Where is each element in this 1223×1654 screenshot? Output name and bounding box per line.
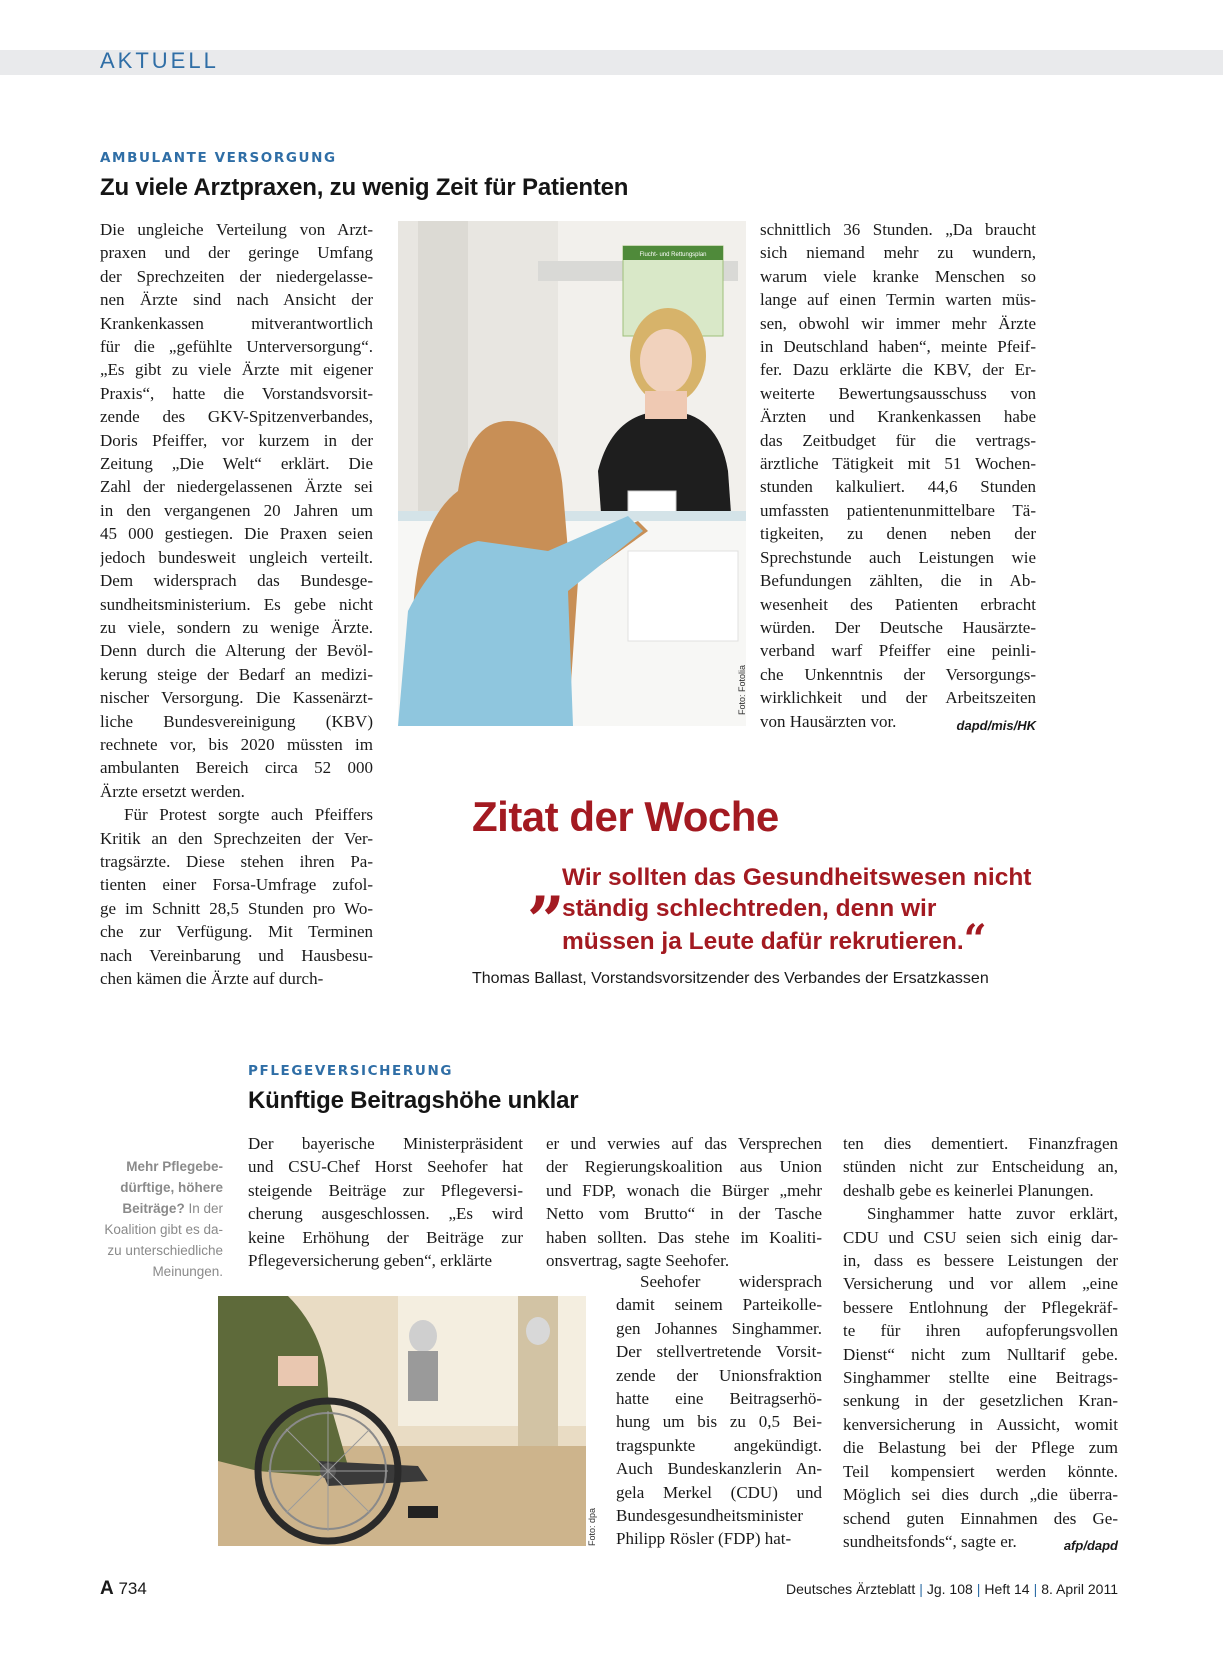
article2-photo-credit: Foto: dpa [587,1507,597,1546]
text-line: der Sprechzeiten der niedergelasse- [100,266,373,286]
text-line: onsvertrag, sagte Seehofer. [546,1251,730,1271]
text-line: Dem widersprach das Bundesge- [100,571,373,591]
text-line: tragspunkte angekündigt. [616,1435,822,1455]
text-line: in Deutschland haben“, meinte Pfeif- [760,337,1036,357]
text-line: haben sollten. Das stehe im Koaliti- [546,1227,822,1247]
quote-line-1: Wir sollten das Gesundheitswesen nicht [562,864,1032,891]
caption-text-2: Koalition gibt es da- [104,1222,223,1237]
caption-bold-1: Mehr Pflegebe- [126,1159,223,1174]
quote-line-2: ständig schlechtreden, denn wir [562,895,937,922]
text-line: nischer Versorgung. Die Kassenärzt- [100,688,373,708]
text-line: che Unkenntnis der Versorgungs- [760,664,1036,684]
quote-title: Zitat der Woche [472,793,779,840]
text-line: steigende Beiträge zur Pflegeversi- [248,1180,523,1200]
caption-text-4: Meinungen. [152,1264,223,1279]
article2-column-2-bottom [616,1270,822,1551]
section-label: AKTUELL [100,48,219,73]
article2-photo-caption [96,1156,223,1282]
text-line: jedoch bundesweit ungleich verteilt. [100,547,373,567]
article-credit: dapd/mis/HK [956,717,1036,733]
text-line: in, dass es bessere Leistungen der [843,1251,1118,1271]
article1-kicker: AMBULANTE VERSORGUNG [100,150,337,166]
text-line: Möglich sei dies durch „die überra- [843,1485,1118,1505]
caption-text-3: zu unterschiedliche [107,1243,223,1258]
text-line: die Belastung bei der Pflege zum [843,1438,1118,1458]
article1-column-1 [100,218,373,990]
text-line: hatte eine Beitragserhö- [616,1389,822,1409]
text-line: zende der Unionsfraktion [616,1365,822,1385]
article-credit: afp/dapd [1063,1537,1118,1553]
text-line: Ärzte ersetzt werden. [100,781,245,801]
quote-line-3-text: müssen ja Leute dafür rekrutieren. [562,928,964,955]
text-line: tienten einer Forsa-Umfrage zufol- [100,875,373,895]
text-line: Bundesgesundheitsminister [616,1506,803,1526]
text-line: tragsärzte. Diese stehen ihren Pa- [100,851,373,871]
caption-bold-3: Beiträge? [122,1201,185,1216]
text-line: stunden kalkuliert. 44,6 Stunden [760,477,1036,497]
text-line: Befundungen zählten, die in Ab- [760,571,1036,591]
article2-headline: Künftige Beitragshöhe unklar [248,1087,579,1114]
caption-bold-2: dürftige, höhere [120,1180,223,1195]
text-line: in den vergangenen 20 Jahren um [100,500,373,520]
text-line: sundheitsfonds“, sagte er. afp/dapd [843,1530,1118,1553]
article2-column-1 [248,1132,523,1272]
text-line: Philipp Rösler (FDP) hat- [616,1529,792,1549]
text-line: Sprechstunde auch Leistungen wie [760,547,1036,567]
page-number: 734 [118,1579,147,1598]
text-line: Auch Bundeskanzlerin An- [616,1459,822,1479]
text-line: Zeitung „Die Welt“ erklärt. Die [100,454,373,474]
text-line: fer. Dazu erklärte die KBV, der Er- [760,360,1036,380]
text-line: Der stellvertretende Vorsit- [616,1342,822,1362]
article2-column-3 [843,1132,1118,1557]
text-line: che zur Verfügung. Mit Terminen [100,922,373,942]
journal-issue: Heft 14 [984,1581,1030,1597]
text-line: deshalb gebe es keinerlei Planungen. [843,1180,1094,1200]
text-line: Krankenkassen mitverantwortlich [100,313,373,333]
text-line: wesenheit des Patienten erbracht [760,594,1036,614]
text-line: praxen und der geringe Umfang [100,243,373,263]
text-line: ge im Schnitt 28,5 Stunden pro Wo- [100,898,373,918]
footer-journal-info: Deutsches Ärzteblatt | Jg. 108 | Heft 14 | 8. April 2011 [786,1581,1118,1597]
text-line: zende des GKV-Spitzenverbandes, [100,407,373,427]
text-line: wirklichkeit und der Arbeitszeiten [760,688,1036,708]
article2-column-2-top [546,1132,822,1272]
journal-volume: Jg. 108 [926,1581,973,1597]
text-line: weiterte Bewertungsausschuss von [760,383,1036,403]
text-line: Für Protest sorgte auch Pfeiffers [124,805,373,825]
text-line: Zahl der niedergelassenen Ärzte sei [100,477,373,497]
text-line: Versicherung und vor allem „eine [843,1274,1118,1294]
text-line: zu viele, sondern zu wenige Ärzte. [100,617,373,637]
text-line: Praxis“, hatte die Vorstandsvorsit- [100,383,373,403]
text-line: te für ihren aufopferungsvollen [843,1321,1118,1341]
article2-kicker: PFLEGEVERSICHERUNG [248,1063,454,1079]
text-line: Doris Pfeiffer, vor kurzem in der [100,430,373,450]
text-line: schend guten Einnahmen des Ge- [843,1508,1118,1528]
page-prefix: A [100,1578,114,1599]
text-line: sen, obwohl wir immer mehr Ärzte [760,313,1036,333]
reception-photo-illustration [398,221,746,726]
text-line: kenversicherung in Aussicht, womit [843,1414,1118,1434]
text-line: senkung in der gesetzlichen Kran- [843,1391,1118,1411]
text-line: cherung ausgeschlossen. „Es wird [248,1204,523,1224]
text-line: und CSU-Chef Horst Seehofer hat [248,1157,523,1177]
text-line: Die ungleiche Verteilung von Arzt- [100,220,373,239]
text-line: CDU und CSU seien sich einig dar- [843,1227,1118,1247]
text-line: Teil kompensiert werden könnte. [843,1461,1118,1481]
article2-photo [218,1296,586,1546]
article1-headline: Zu viele Arztpraxen, zu wenig Zeit für Patienten [100,174,629,201]
text-line: nen Ärzte sind nach Ansicht der [100,290,373,310]
photo-sign-text: Flucht- und Rettungsplan [639,252,707,258]
text-line: Singhammer stellte eine Beitrags- [843,1368,1118,1388]
text-line: gela Merkel (CDU) und [616,1482,822,1502]
text-line: Singhammer hatte zuvor erklärt, [867,1204,1118,1224]
journal-name: Deutsches Ärzteblatt [786,1581,916,1597]
text-line: er und verwies auf das Versprechen [546,1134,822,1153]
text-line: bessere Entlohnung der Pflegekräf- [843,1297,1118,1317]
text-line: würden. Der Deutsche Hausärzte- [760,617,1036,637]
text-line: lange auf einen Termin warten müs- [760,290,1036,310]
text-line: chen kämen die Ärzte auf durch- [100,969,324,988]
text-line: Pflegeversicherung geben“, erklärte [248,1251,493,1271]
text-line: tigkeiten, zu denen neben der [760,524,1036,544]
text-line: gen Johannes Singhammer. [616,1318,822,1338]
text-line: der Regierungskoalition aus Union [546,1157,822,1177]
text-line: „Es gibt zu viele Ärzte mit eigener [100,360,373,380]
text-line: rechnete vor, bis 2020 müssten im [100,734,373,754]
text-line: 45 000 gestiegen. Die Praxen seien [100,524,373,544]
text-line: sundheitsministerium. Es gebe nicht [100,594,373,614]
wheelchair-photo-illustration [218,1296,586,1546]
text-line: ten dies dementiert. Finanzfragen [843,1134,1118,1153]
quote-close-mark: “ [963,916,987,963]
text-line: warum viele kranke Menschen so [760,266,1036,286]
text-line: kerung steige der Bedarf an medizi- [100,664,373,684]
text-line: von Hausärzten vor. dapd/mis/HK [760,710,1036,733]
text-line: Ärzten und Krankenkassen habe [760,407,1036,427]
caption-text-1: In der [188,1201,223,1216]
text-line: Netto vom Brutto“ in der Tasche [546,1204,822,1224]
footer-page-number [100,1578,147,1600]
quote-line-3 [562,916,1031,963]
text-line: umfassten patientenunmittelbare Tä- [760,500,1036,520]
quote-text [562,862,1032,963]
text-line: Dienst“ nicht zum Nulltarif gebe. [843,1344,1118,1364]
text-line: schnittlich 36 Stunden. „Da braucht [760,220,1036,239]
text-line: Denn durch die Alterung der Bevöl- [100,641,373,661]
quote-open-mark: „ [528,844,566,922]
text-line: und FDP, wonach die Bürger „mehr [546,1180,822,1200]
text-line: sich niemand mehr zu wundern, [760,243,1036,263]
quote-author: Thomas Ballast, Vorstandsvorsitzender des Verbandes der Ersatzkassen [472,970,989,987]
journal-date: 8. April 2011 [1041,1581,1118,1597]
text-line: verband warf Pfeiffer eine peinli- [760,641,1036,661]
text-line: Der bayerische Ministerpräsident [248,1134,523,1153]
article1-photo-credit: Foto: Fotolia [737,664,747,715]
text-line: ambulanten Bereich circa 52 000 [100,758,373,778]
article1-column-2 [760,218,1036,737]
article1-photo [398,221,746,726]
text-line: Kritik an den Sprechzeiten der Ver- [100,828,373,848]
text-line: damit seinem Parteikolle- [616,1295,822,1315]
text-line: hung um bis zu 0,5 Bei- [616,1412,822,1432]
text-line: das Zeitbudget für die vertrags- [760,430,1036,450]
text-line: keine Erhöhung der Beiträge zur [248,1227,523,1247]
text-line: für die „gefühlte Unterversorgung“. [100,337,373,357]
text-line: ärztliche Tätigkeit mit 51 Wochen- [760,454,1036,474]
text-line: Seehofer widersprach [640,1272,822,1291]
text-line: nach Vereinbarung und Hausbesu- [100,945,373,965]
text-line: stünden nicht zur Entscheidung an, [843,1157,1118,1177]
text-line: liche Bundesvereinigung (KBV) [100,711,373,731]
